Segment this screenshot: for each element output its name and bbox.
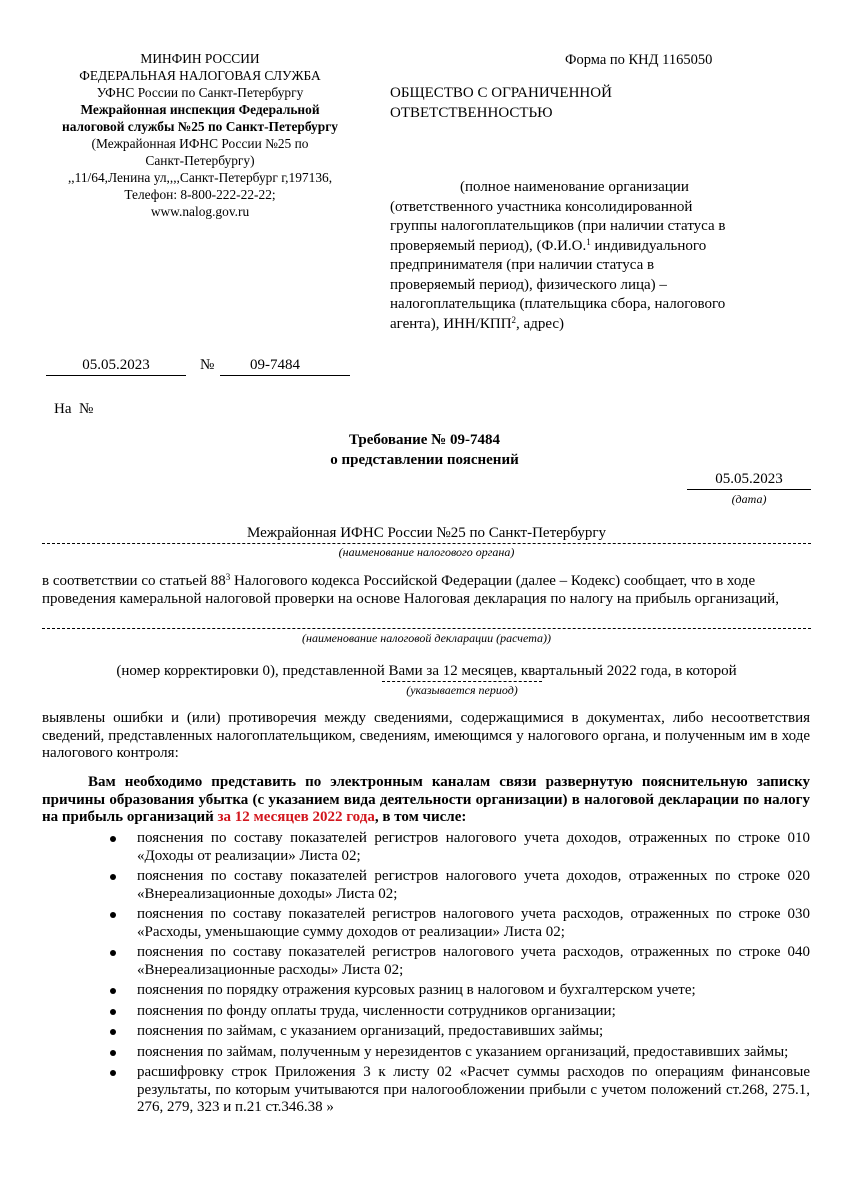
tax-authority-caption: (наименование налогового органа) <box>338 545 515 559</box>
list-item: пояснения по составу показателей регистров налогового учета доходов, отраженных по строке 020 «Внереализационные доходы» Листа 02; <box>110 868 810 903</box>
form-code: Форма по КНД 1165050 <box>565 52 713 68</box>
declaration-caption: (наименование налоговой декларации (расчета)) <box>302 631 551 645</box>
bullet-icon <box>110 836 116 842</box>
document-date: 05.05.2023 <box>46 357 186 376</box>
tax-authority-header <box>50 50 350 220</box>
article-superscript: 3 <box>225 572 231 582</box>
paragraph-errors: выявлены ошибки и (или) противоречия между сведениями, содержащимися в документах, либо несоответствия сведений, представленных налогоплательщиком, сведениям, имеющимся у налогового органа, и полученным им в ходе налогового контроля: <box>42 710 810 761</box>
list-item: пояснения по займам, полученным у нерезидентов с указанием организаций, предоставивших займы; <box>110 1044 810 1062</box>
list-item: пояснения по фонду оплаты труда, численности сотрудников организации; <box>110 1003 810 1021</box>
list-item: пояснения по порядку отражения курсовых разниц в налоговом и бухгалтерском учете; <box>110 982 810 1000</box>
bullet-icon <box>110 1070 116 1076</box>
authority-line: (Межрайонная ИФНС России №25 по <box>91 136 309 151</box>
period-caption: (указывается период) <box>406 683 518 697</box>
request-date-caption: (дата) <box>731 492 767 506</box>
number-sign: № <box>200 357 215 373</box>
required-explanations-list <box>110 830 810 1120</box>
bullet-icon <box>110 1009 116 1015</box>
recipient-hint-line1: (полное наименование организации <box>460 179 689 195</box>
demand-period-highlight: за 12 месяцев 2022 года <box>217 809 375 825</box>
bullet-icon <box>110 912 116 918</box>
list-item: расшифровку строк Приложения 3 к листу 02 «Расчет суммы расходов по операциям финансовые результаты, по которым учитываются при налогообложении прибыли с учетом положений ст.268, 275.1, 276, 279, 323 и п.21 ст.346.38 » <box>110 1064 810 1117</box>
paragraph-declaration: в соответствии со статьей $88^3$ Налогового кодекса Российской Федерации (далее – Кодекс) сообщает, что в ходе проведения камеральной налоговой проверки на основе Налоговая декларация по налогу на прибыль организаций, <box>42 572 779 607</box>
bullet-icon <box>110 1050 116 1056</box>
authority-line: МИНФИН РОССИИ <box>140 51 260 66</box>
footnote-1: 1 <box>586 236 591 247</box>
declaration-underline <box>42 628 811 629</box>
document-number: 09-7484 <box>220 357 350 376</box>
recipient-name-line1: ОБЩЕСТВО С ОГРАНИЧЕННОЙ <box>390 85 612 101</box>
authority-line: www.nalog.gov.ru <box>150 204 250 219</box>
demand-paragraph: Вам необходимо представить по электронным каналам связи развернутую пояснительную записку причины образования убытка (с указанием вида деятельности организации) в налоговой декларации по налогу на прибыль организаций за 12 месяцев 2022 года, в том числе: <box>42 774 810 825</box>
bullet-icon <box>110 950 116 956</box>
period-underline <box>382 681 542 682</box>
list-item: пояснения по составу показателей регистров налогового учета доходов, отраженных по строке 010 «Доходы от реализации» Листа 02; <box>110 830 810 865</box>
recipient-name-line2: ОТВЕТСТВЕННОСТЬЮ <box>390 105 553 121</box>
recipient-hint-body: (ответственного участника консолидированной группы налогоплательщиков (при наличии статуса в проверяемый период), (Ф.И.О.$^1$ индивидуального предпринимателя (при наличии статуса в проверяемый период), физического лица) – налогоплательщика (плательщика сбора, налогового агента), ИНН/КПП$^2$, адрес) <box>390 198 726 332</box>
recipient-hint <box>390 178 740 334</box>
tax-authority-name: Межрайонная ИФНС России №25 по Санкт-Петербургу <box>42 525 811 544</box>
authority-line: УФНС России по Санкт-Петербургу <box>96 85 304 100</box>
request-date: 05.05.2023 <box>687 471 811 490</box>
authority-line: ,,11/64,Ленина ул,,,,Санкт-Петербург г,197136, <box>67 170 333 185</box>
list-item: пояснения по составу показателей регистров налогового учета расходов, отраженных по строке 030 «Расходы, уменьшающие сумму доходов от реализации» Листа 02; <box>110 906 810 941</box>
footnote-2: 2 <box>511 314 517 325</box>
title-line2: о представлении пояснений <box>330 452 519 468</box>
recipient-name <box>390 83 660 123</box>
authority-line: Межрайонная инспекция Федеральной <box>80 102 320 117</box>
title-line1: Требование № 09-7484 <box>349 432 500 448</box>
document-title <box>0 430 849 470</box>
list-item: пояснения по составу показателей регистров налогового учета расходов, отраженных по строке 040 «Внереализационные расходы» Листа 02; <box>110 944 810 979</box>
reply-reference: На № <box>54 401 94 417</box>
authority-line: Санкт-Петербургу) <box>145 153 255 168</box>
authority-line: налоговой службы №25 по Санкт-Петербургу <box>62 119 338 134</box>
bullet-icon <box>110 1029 116 1035</box>
authority-line: Телефон: 8-800-222-22-22; <box>124 187 276 202</box>
authority-line: ФЕДЕРАЛЬНАЯ НАЛОГОВАЯ СЛУЖБА <box>79 68 321 83</box>
list-item: пояснения по займам, с указанием организаций, предоставивших займы; <box>110 1023 810 1041</box>
period-line: (номер корректировки 0), представленной Вами за 12 месяцев, квартальный 2022 года, в которой <box>116 663 737 679</box>
bullet-icon <box>110 874 116 880</box>
bullet-icon <box>110 988 116 994</box>
